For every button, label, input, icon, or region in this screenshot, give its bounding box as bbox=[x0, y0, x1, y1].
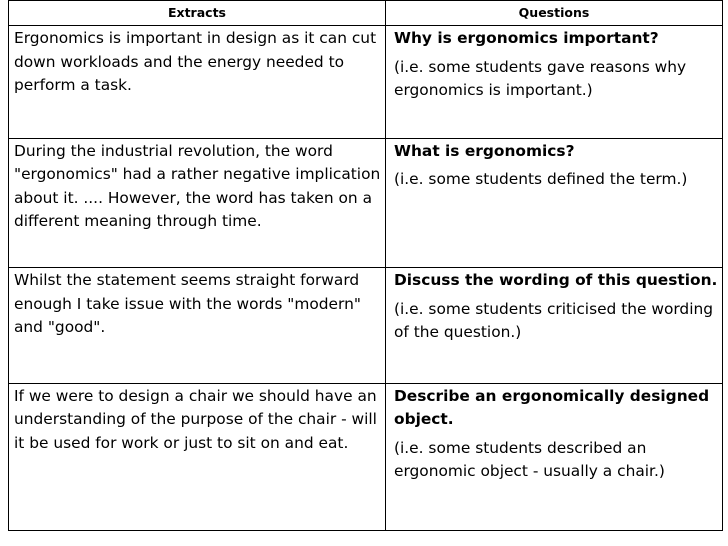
question-title: Discuss the wording of this question. bbox=[394, 271, 718, 290]
extract-cell bbox=[9, 26, 386, 139]
table-row bbox=[9, 383, 723, 530]
question-note: (i.e. some students defined the term.) bbox=[394, 170, 688, 189]
extract-text: If we were to design a chair we should have an understanding of the purpose of the chair - will it be used for work or just to sit on and eat. bbox=[14, 386, 377, 452]
document-page bbox=[8, 0, 722, 531]
column-header-extracts: Extracts bbox=[9, 1, 386, 26]
extracts-questions-table bbox=[8, 0, 723, 531]
question-title: Why is ergonomics important? bbox=[394, 29, 659, 48]
table-row bbox=[9, 138, 723, 267]
table-row bbox=[9, 268, 723, 384]
question-cell bbox=[386, 138, 723, 267]
extract-cell bbox=[9, 138, 386, 267]
question-note: (i.e. some students described an ergonomic object - usually a chair.) bbox=[394, 438, 665, 481]
extract-text: Ergonomics is important in design as it can cut down workloads and the energy needed to perform a task. bbox=[14, 29, 377, 95]
question-cell bbox=[386, 268, 723, 384]
question-cell bbox=[386, 383, 723, 530]
question-note: (i.e. some students gave reasons why ergonomics is important.) bbox=[394, 57, 687, 100]
question-title: Describe an ergonomically designed object. bbox=[394, 386, 710, 429]
question-cell bbox=[386, 26, 723, 139]
question-note: (i.e. some students criticised the wording of the question.) bbox=[394, 299, 714, 342]
table-header-row bbox=[9, 1, 723, 26]
question-title: What is ergonomics? bbox=[394, 141, 575, 160]
extract-text: During the industrial revolution, the word "ergonomics" had a rather negative implication about it. .... However, the word has taken on a different meaning through time. bbox=[14, 141, 381, 231]
extract-text: Whilst the statement seems straight forward enough I take issue with the words "modern" and "good". bbox=[14, 271, 361, 337]
extract-cell bbox=[9, 383, 386, 530]
column-header-questions: Questions bbox=[386, 1, 723, 26]
extract-cell bbox=[9, 268, 386, 384]
table-row bbox=[9, 26, 723, 139]
